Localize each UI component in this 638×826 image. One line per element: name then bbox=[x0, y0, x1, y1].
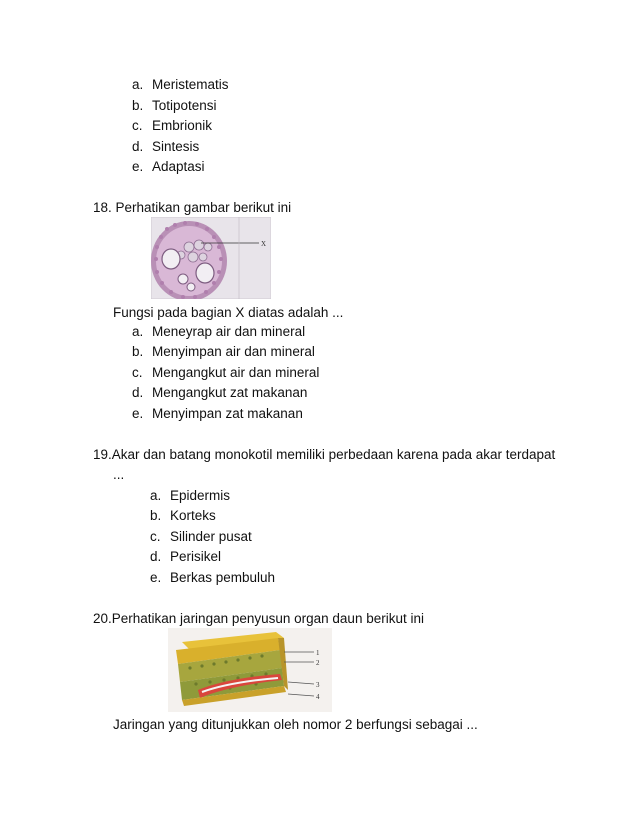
option-text: Mengangkut air dan mineral bbox=[152, 365, 320, 380]
option-text: Sintesis bbox=[152, 139, 200, 154]
q17-option-d bbox=[132, 138, 199, 156]
q18-question: Fungsi pada bagian X diatas adalah ... bbox=[113, 305, 344, 320]
option-letter: d. bbox=[132, 139, 144, 154]
figure-label-3: 3 bbox=[316, 681, 320, 689]
option-text: Menyimpan air dan mineral bbox=[152, 344, 315, 359]
q20-leaf-cross-section-figure bbox=[168, 628, 332, 712]
option-letter: e. bbox=[132, 159, 144, 174]
option-text: Silinder pusat bbox=[170, 529, 252, 544]
q19-option-c bbox=[150, 528, 252, 546]
option-letter: a. bbox=[132, 324, 144, 339]
figure-label-x: X bbox=[261, 240, 267, 248]
q20-question: Jaringan yang ditunjukkan oleh nomor 2 berfungsi sebagai ... bbox=[113, 717, 478, 732]
q17-option-e bbox=[132, 158, 205, 176]
option-letter: b. bbox=[132, 98, 144, 113]
q18-option-b bbox=[132, 343, 315, 361]
option-letter: c. bbox=[132, 118, 143, 133]
option-text: Berkas pembuluh bbox=[170, 570, 276, 585]
q18-option-d bbox=[132, 384, 307, 402]
q19-stem: 19.Akar dan batang monokotil memiliki perbedaan karena pada akar terdapat bbox=[93, 447, 556, 462]
q18-stem: 18. Perhatikan gambar berikut ini bbox=[93, 200, 292, 215]
option-letter: b. bbox=[132, 344, 144, 359]
option-letter: c. bbox=[132, 365, 143, 380]
option-text: Korteks bbox=[170, 508, 216, 523]
q18-stem-cross-section-figure bbox=[151, 217, 271, 299]
option-letter: a. bbox=[132, 77, 144, 92]
option-text: Adaptasi bbox=[152, 159, 205, 174]
option-text: Meneyrap air dan mineral bbox=[152, 324, 306, 339]
q18-option-e bbox=[132, 405, 303, 423]
option-letter: d. bbox=[132, 385, 144, 400]
option-letter: e. bbox=[150, 570, 162, 585]
option-letter: b. bbox=[150, 508, 162, 523]
q17-option-a bbox=[132, 76, 229, 94]
option-text: Epidermis bbox=[170, 488, 231, 503]
option-text: Menyimpan zat makanan bbox=[152, 406, 303, 421]
option-text: Perisikel bbox=[170, 549, 222, 564]
q20-stem: 20.Perhatikan jaringan penyusun organ daun berikut ini bbox=[93, 611, 424, 626]
option-letter: d. bbox=[150, 549, 162, 564]
q19-option-d bbox=[150, 548, 221, 566]
q18-option-a bbox=[132, 323, 305, 341]
option-text: Embrionik bbox=[152, 118, 213, 133]
option-text: Mengangkut zat makanan bbox=[152, 385, 308, 400]
option-letter: a. bbox=[150, 488, 162, 503]
q18-option-c bbox=[132, 364, 319, 382]
option-text: Meristematis bbox=[152, 77, 229, 92]
q19-option-e bbox=[150, 569, 275, 587]
q19-stem-continuation: ... bbox=[113, 467, 125, 482]
figure-label-2: 2 bbox=[316, 659, 320, 667]
q19-option-b bbox=[150, 507, 216, 525]
figure-label-1: 1 bbox=[316, 649, 320, 657]
q17-option-c bbox=[132, 117, 212, 135]
option-text: Totipotensi bbox=[152, 98, 217, 113]
figure-label-4: 4 bbox=[316, 693, 320, 701]
option-letter: e. bbox=[132, 406, 144, 421]
q19-option-a bbox=[150, 487, 230, 505]
option-letter: c. bbox=[150, 529, 161, 544]
q17-option-b bbox=[132, 97, 217, 115]
